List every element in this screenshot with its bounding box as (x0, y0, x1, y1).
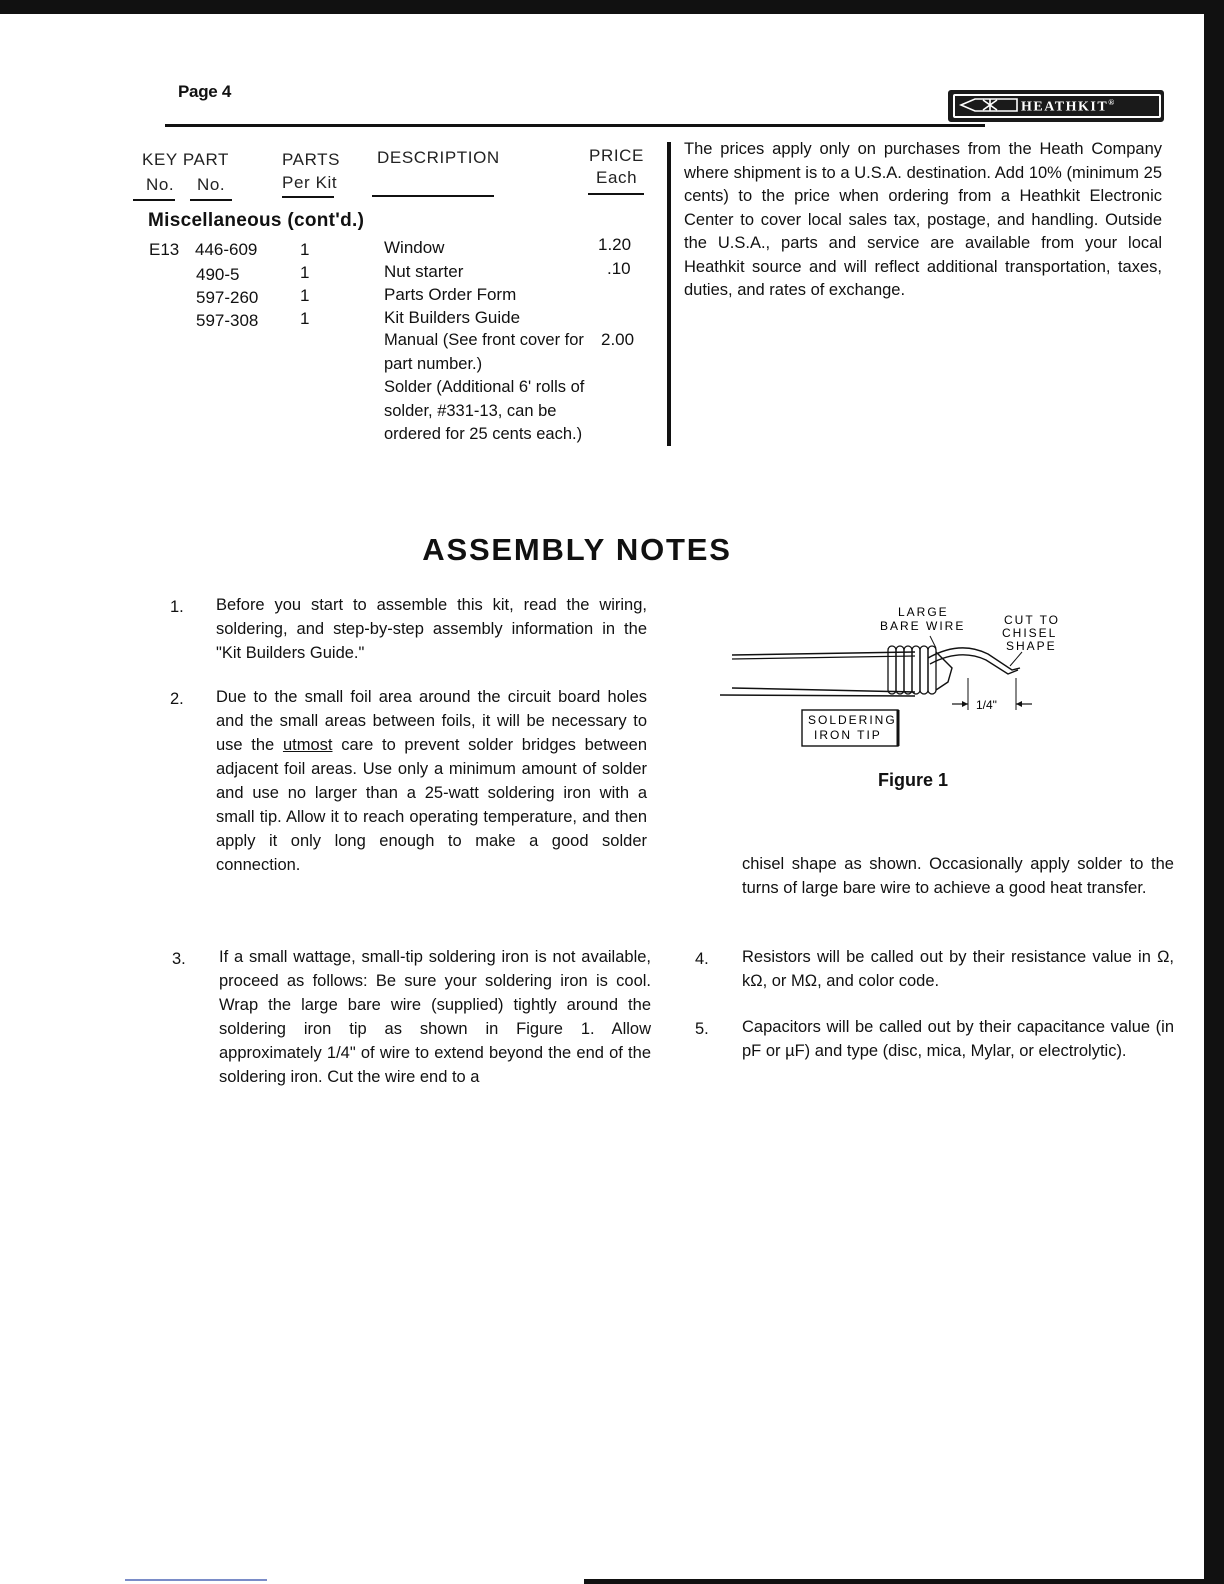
column-divider (667, 142, 671, 446)
right-scan-border (1204, 10, 1224, 1584)
top-scan-border (0, 0, 1224, 14)
note-5-text: Capacitors will be called out by their capacitance value (in pF or µF) and type (disc, mica, Mylar, or electrolytic). (742, 1018, 1174, 1060)
note-4-text: Resistors will be called out by their resistance value in Ω, kΩ, or MΩ, and color code. (742, 948, 1174, 990)
row-3-part: 597-260 (196, 288, 259, 307)
row-4-desc: Kit Builders Guide (384, 308, 521, 327)
row-1-part: 446-609 (195, 240, 258, 259)
note-3-number: 3. (172, 950, 186, 968)
figure-caption: Figure 1 (878, 770, 949, 790)
row-2-part: 490-5 (196, 265, 240, 284)
note-2-text-b: care to prevent solder bridges between adjacent foil areas. Use only a minimum amount of solder and use no larger than a 25-watt soldering iron with a small tip. Allow it to reach operating temperature, and then apply it only long enough to make a good solder connection. (216, 736, 647, 874)
dim-label: 1/4" (976, 698, 997, 712)
iron-label-1: SOLDERING (808, 713, 897, 727)
note-5-number: 5. (695, 1020, 709, 1038)
row-2-desc: Nut starter (384, 262, 464, 281)
cut-label-2: CHISEL (1002, 626, 1058, 640)
row-4-part: 597-308 (196, 311, 259, 330)
assembly-title (0, 532, 1224, 568)
section-heading: Miscellaneous (cont'd.) (148, 210, 365, 231)
logo-arrow-icon (957, 97, 1021, 113)
iron-label-2: IRON TIP (814, 728, 882, 742)
header-part-no: No. (197, 175, 226, 194)
logo-text (1021, 98, 1116, 116)
row-3-qty: 1 (300, 286, 310, 305)
header-key-part: KEY PART (142, 150, 230, 169)
note-1-number: 1. (170, 598, 184, 616)
wire-label-2: BARE WIRE (880, 619, 966, 633)
cut-label-3: SHAPE (1006, 639, 1057, 653)
figure-1 (720, 600, 1080, 765)
row-1-price: 1.20 (598, 235, 632, 254)
header-per-kit: Per Kit (282, 173, 338, 192)
cut-label-1: CUT TO (1004, 613, 1061, 627)
dim-arrowhead-right (1016, 701, 1022, 707)
note-4-number: 4. (695, 950, 709, 968)
row-1-key: E13 (149, 240, 180, 259)
row-1-qty: 1 (300, 240, 310, 259)
bottom-scan-border (584, 1579, 1204, 1584)
bottom-blue-line (125, 1579, 267, 1581)
logo-registered: ® (1108, 98, 1116, 107)
wire-label-1: LARGE (898, 605, 949, 619)
row-5-desc: Manual (See front cover for part number.) (384, 331, 584, 373)
header-underline-key (133, 199, 175, 201)
header-each: Each (596, 168, 638, 187)
header-price: PRICE (589, 146, 644, 165)
header-underline-price (588, 193, 644, 195)
header-description: DESCRIPTION (377, 148, 500, 167)
header-underline-desc (372, 195, 494, 197)
soldering-iron-diagram (720, 600, 1080, 760)
price-note: The prices apply only on purchases from the Heath Company where shipment is to a U.S.A. destination. Add 10% (minimum 25 cents) to the price when ordering from a Heathkit Electronic Center to cover local sales tax, postage, and handling. Outside the U.S.A., parts and service are available from your local Heathkit source and will reflect additional transportation, taxes, duties, and rates of exchange. (684, 140, 1162, 299)
row-6-desc: Solder (Additional 6' rolls of solder, #331-13, can be ordered for 25 cents each.) (384, 378, 585, 443)
page-number: Page 4 (178, 82, 232, 101)
note-3-text: If a small wattage, small-tip soldering iron is not available, proceed as follows: Be sure your soldering iron is cool. Wrap the large bare wire (supplied) tightly around the soldering iron tip as shown in Figure 1. Allow approximately 1/4" of wire to extend beyond the end of the soldering iron. Cut the wire end to a (219, 948, 651, 1086)
note-2-number: 2. (170, 690, 184, 708)
note-2-emphasis: utmost (282, 736, 333, 754)
row-3-desc: Parts Order Form (384, 285, 517, 304)
note-1-text: Before you start to assemble this kit, read the wiring, soldering, and step-by-step assembly information in the "Kit Builders Guide." (216, 596, 647, 662)
note-2-text (216, 685, 647, 877)
row-4-qty: 1 (300, 309, 310, 328)
dim-arrowhead-left (962, 701, 968, 707)
header-underline-parts (282, 196, 334, 198)
row-2-price: .10 (607, 259, 631, 278)
header-underline-part (190, 199, 232, 201)
header-rule (165, 124, 985, 127)
row-5-price: 2.00 (601, 330, 635, 349)
iron-shaft-bottom-2 (720, 695, 915, 696)
note-2-text-a: Due to the small foil area around the circuit board holes and the small areas between foils, it will be necessary to use the (216, 688, 647, 754)
note-3-continuation: chisel shape as shown. Occasionally apply solder to the turns of large bare wire to achieve a good heat transfer. (742, 855, 1174, 897)
assembly-title-text: ASSEMBLY NOTES (422, 532, 732, 567)
wire-coil (888, 646, 936, 694)
cut-pointer (1010, 652, 1022, 666)
logo-brand: HEATHKIT (1021, 99, 1109, 115)
header-key-no: No. (146, 175, 175, 194)
heathkit-logo (948, 90, 1164, 122)
row-2-qty: 1 (300, 263, 310, 282)
header-parts: PARTS (282, 150, 341, 169)
row-1-desc: Window (384, 238, 445, 257)
